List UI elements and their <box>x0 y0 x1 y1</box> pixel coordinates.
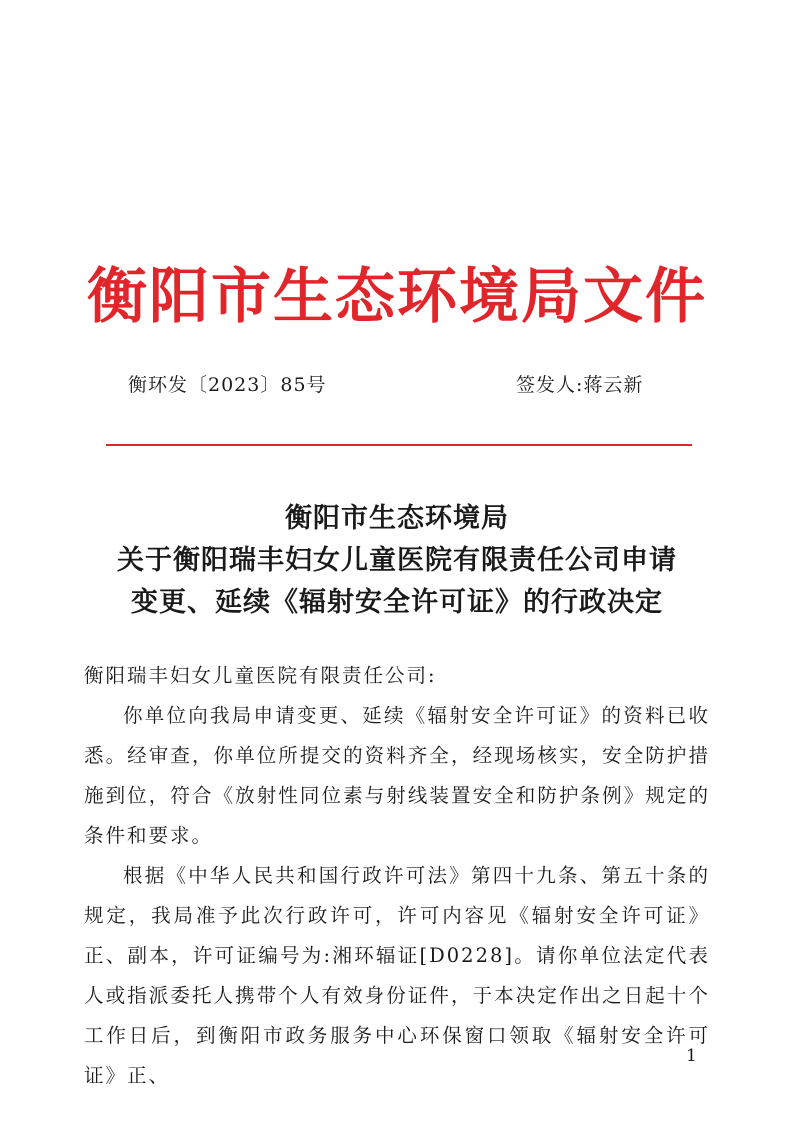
masthead-title: 衡阳市生态环境局文件 <box>87 262 707 332</box>
red-separator-line <box>106 444 692 446</box>
signer: 签发人:蒋云新 <box>516 374 644 396</box>
body-paragraph-1: 你单位向我局申请变更、延续《辐射安全许可证》的资料已收悉。经审查，你单位所提交的资料齐全，经现场核实，安全防护措施到位，符合《放射性同位素与射线装置安全和防护条例》规定的条件和要求。 <box>84 704 710 847</box>
page-number: 1 <box>686 1046 697 1066</box>
document-body <box>84 656 710 1096</box>
body-paragraph-2: 根据《中华人民共和国行政许可法》第四十九条、第五十条的规定，我局准予此次行政许可，许可内容见《辐射安全许可证》正、副本，许可证编号为:湘环辐证[D0228]。请你单位法定代表人或指派委托人携带个人有效身份证件，于本决定作出之日起十个工作日后，到衡阳市政务服务中心环保窗口领取《辐射安全许可证》正、 <box>84 864 710 1087</box>
title-line-3: 变更、延续《辐射安全许可证》的行政决定 <box>131 587 663 618</box>
title-line-1: 衡阳市生态环境局 <box>285 503 509 534</box>
document-number: 衡环发〔2023〕85号 <box>128 374 327 396</box>
document-title <box>0 498 794 624</box>
title-line-2: 关于衡阳瑞丰妇女儿童医院有限责任公司申请 <box>117 545 677 576</box>
salutation: 衡阳瑞丰妇女儿童医院有限责任公司: <box>84 664 437 687</box>
